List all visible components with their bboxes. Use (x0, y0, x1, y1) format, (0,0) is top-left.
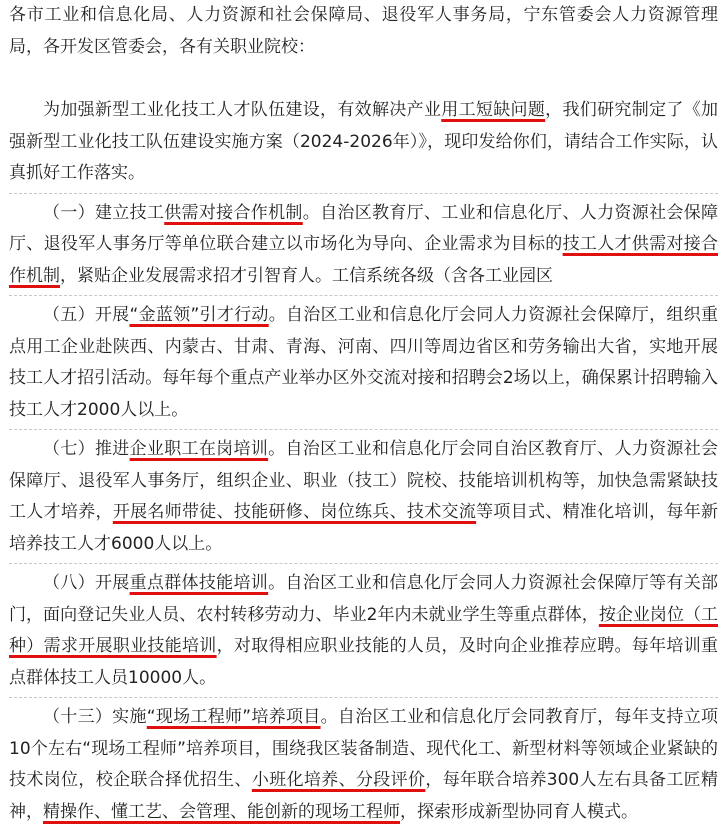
section-13-highlight-3: 精操作、懂工艺、会管理、能创新的现场工程师 (43, 801, 400, 822)
intro-paragraph (9, 95, 718, 190)
section-divider (9, 563, 718, 564)
section-13-text-4: ，探索形成新型协同育人模式。 (400, 801, 638, 822)
section-1-text-1: （一）建立技工 (43, 202, 165, 223)
section-1-highlight-2: 技工人才供需对接合作机制 (9, 234, 719, 286)
section-8-text-2: 。自治区工业和信息化厅会同人力资源社会保障厅等有关部门，面向登记失业人员、农村转移劳动力、毕业2年内未就业学生等重点群体， (9, 573, 719, 625)
section-13-highlight-1: “现场工程师”培养项目 (146, 707, 321, 727)
intro-text-1: 为加强新型工业化技工人才队伍建设，有效解决产业 (43, 100, 442, 120)
intro-text-2: ，我们研究制定了《加强新型工业化技工队伍建设实施方案（2024-2026年）》，现印发给你们，请结合工作实际，认真抓好工作落实。 (9, 100, 719, 183)
section-13-text-3: ，每年联合培养300人左右具备工匠精神， (9, 770, 719, 822)
section-1-text-3: ，紧贴企业发展需求招才引智育人。工信系统各级（含各工业园区 (60, 265, 553, 286)
section-divider (9, 429, 718, 430)
section-13-text-2: 。自治区工业和信息化厅会同教育厅，每年支持立项10个左右“现场工程师”培养项目，围绕我区装备制造、现代化工、新型材料等领域企业紧缺的技术岗位，校企联合择优招生、 (9, 707, 718, 790)
section-8-highlight-2: 按企业岗位（工种）需求开展职业技能培训 (9, 604, 718, 656)
blank-spacer (9, 63, 718, 93)
section-7-text-2: 。自治区工业和信息化厅会同自治区教育厅、人力资源社会保障厅、退役军人事务厅，组织企业、职业（技工）院校、技能培训机构等，加快急需紧缺技工人才培养， (9, 439, 719, 522)
section-7-highlight-1: 企业职工在岗培训 (129, 439, 269, 459)
section-7-text-1: （七）推进 (43, 439, 130, 459)
section-1-paragraph (9, 198, 718, 293)
section-5-paragraph (9, 300, 718, 426)
section-1-highlight-1: 供需对接合作机制 (164, 202, 303, 223)
section-7-text-3: 等项目式、精准化培训，每年新培养技工人才6000人以上。 (9, 502, 719, 554)
section-5-text-1: （五）开展 (43, 305, 130, 325)
section-7-highlight-2: 开展名师带徒、技能研修、岗位练兵、技术交流 (112, 502, 477, 522)
section-8-text-1: （八）开展 (43, 573, 130, 593)
recipients-line: 各市工业和信息化局、人力资源和社会保障局、退役军人事务局，宁东管委会人力资源管理局，各开发区管委会，各有关职业院校： (9, 5, 718, 57)
section-7-paragraph (9, 434, 718, 560)
section-5-text-2: 。自治区工业和信息化厅会同人力资源社会保障厅，组织重点用工企业赴陕西、内蒙古、甘肃、青海、河南、四川等周边省区和劳务输出大省，实地开展技工人才招引活动。每年每个重点产业举办区外交流对接和招聘会2场以上，确保累计招聘输入技工人才2000人以上。 (9, 305, 719, 420)
section-1-text-2: 。自治区教育厅、工业和信息化厅、人力资源社会保障厅、退役军人事务厅等单位联合建立以市场化为导向、企业需求为目标的 (9, 202, 719, 254)
section-13-text-1: （十三）实施 (43, 707, 147, 727)
intro-highlight: 用工短缺问题 (441, 100, 546, 120)
section-divider (9, 697, 718, 698)
section-5-highlight-1: “金蓝领”引才行动 (129, 305, 269, 325)
section-8-paragraph (9, 568, 718, 694)
section-13-paragraph (9, 702, 718, 828)
section-8-highlight-1: 重点群体技能培训 (129, 573, 269, 593)
section-8-text-3: ，对取得相应职业技能的人员，及时向企业推荐应聘。每年培训重点群体技工人员10000人。 (9, 636, 719, 688)
section-divider (9, 295, 718, 296)
section-13-highlight-2: 小班化培养、分段评价 (251, 770, 426, 790)
section-divider (9, 193, 718, 194)
